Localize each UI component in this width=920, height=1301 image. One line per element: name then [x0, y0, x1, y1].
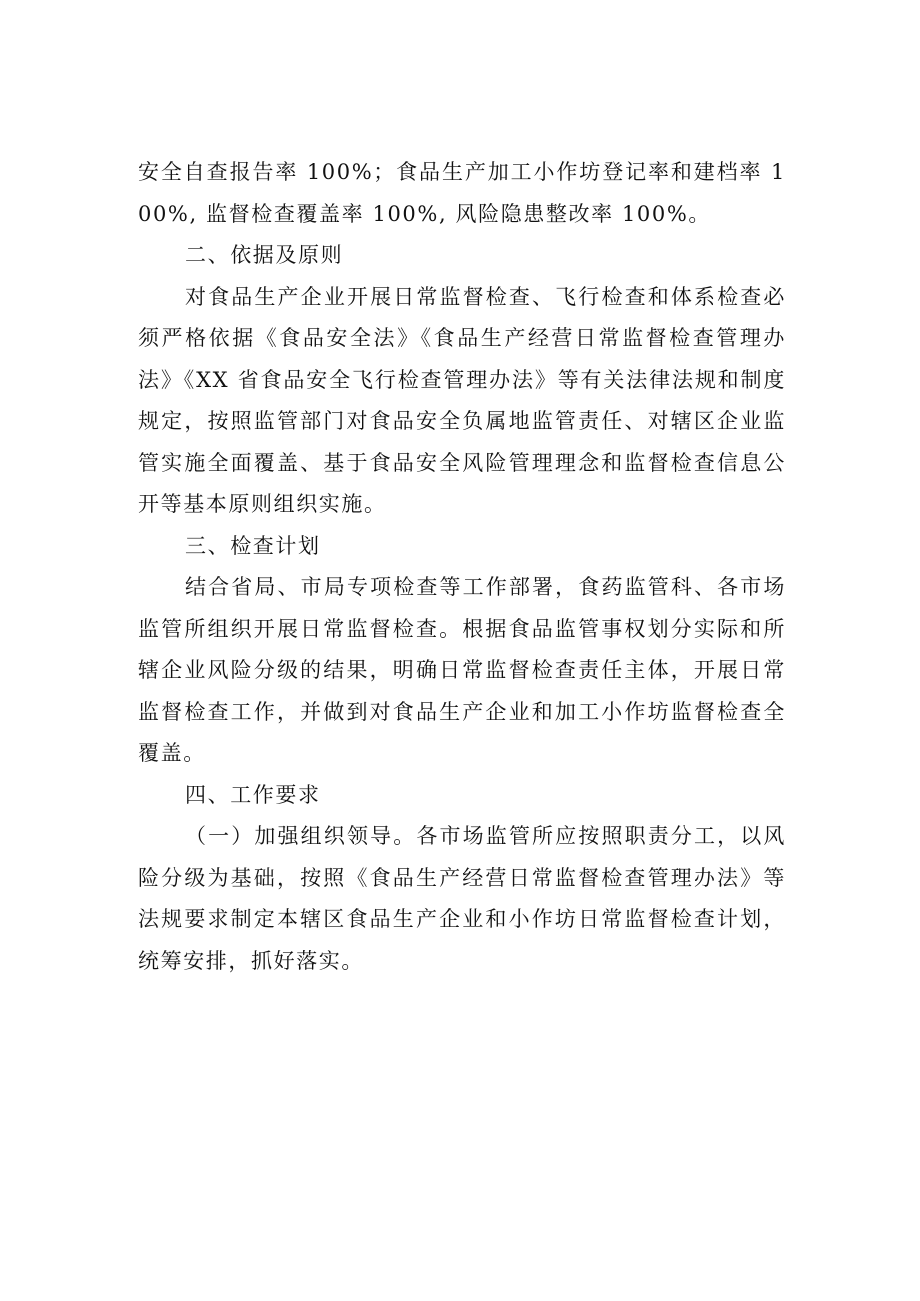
section-heading-work-requirements: 四、工作要求	[185, 782, 321, 807]
section-heading-inspection-plan: 三、检查计划	[185, 533, 321, 558]
paragraph-organization-leadership: （一）加强组织领导。各市场监管所应按照职责分工，以风险分级为基础，按照《食品生产经营日常监督检查管理办法》等法规要求制定本辖区食品生产企业和小作坊日常监督检查计划，统筹安排，抓好落实。	[138, 824, 786, 973]
paragraph-inspection-plan: 结合省局、市局专项检查等工作部署，食药监管科、各市场监管所组织开展日常监督检查。根据食品监管事权划分实际和所辖企业风险分级的结果，明确日常监督检查责任主体，开展日常监督检查工作，并做到对食品生产企业和加工小作坊监督检查全覆盖。	[138, 575, 786, 765]
section-heading-basis-principles: 二、依据及原则	[185, 243, 344, 267]
paragraph-self-check-rates: 安全自查报告率 100%；食品生产加工小作坊登记率和建档率 100%, 监督检查覆盖率 100%, 风险隐患整改率 100%。	[138, 160, 786, 226]
document-body	[138, 152, 786, 982]
paragraph-basis-principles: 对食品生产企业开展日常监督检查、飞行检查和体系检查必须严格依据《食品安全法》《食品生产经营日常监督检查管理办法》《XX 省食品安全飞行检查管理办法》等有关法律法规和制度规定，按照监管部门对食品安全负属地监管责任、对辖区企业监管实施全面覆盖、基于食品安全风险管理理念和监督检查信息公开等基本原则组织实施。	[138, 284, 786, 516]
